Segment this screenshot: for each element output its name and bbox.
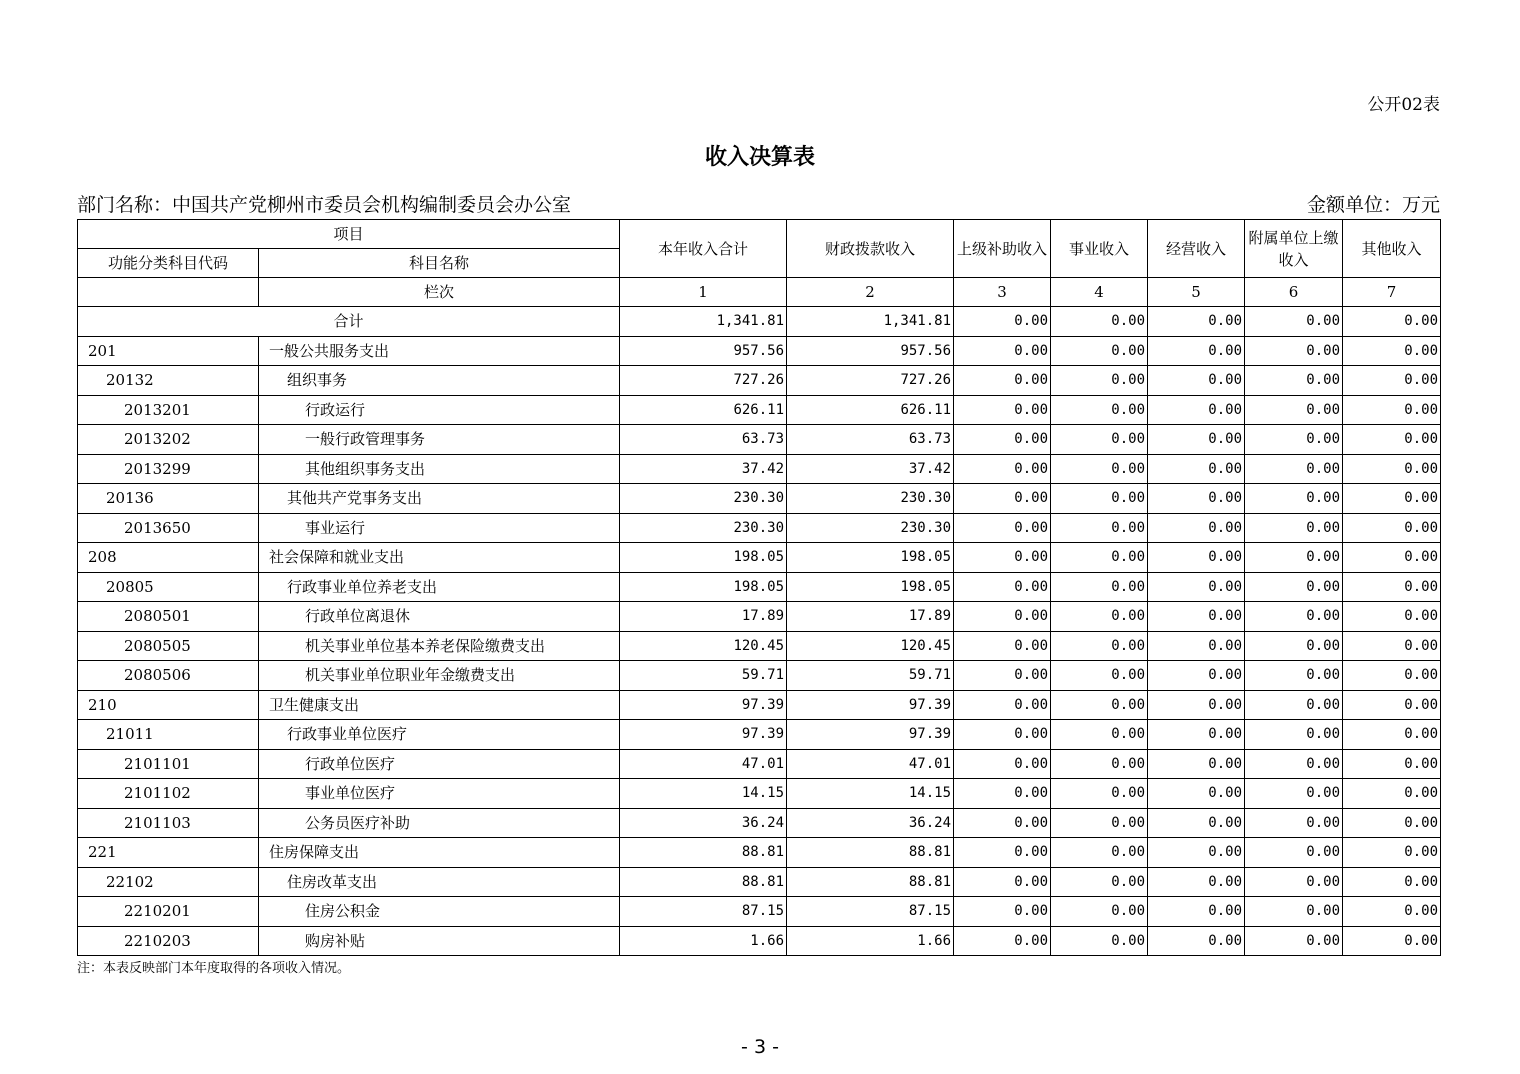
row-name: 住房保障支出 <box>259 838 620 868</box>
row-name: 其他共产党事务支出 <box>259 484 620 514</box>
row-value: 59.71 <box>787 661 954 691</box>
row-value: 198.05 <box>620 572 787 602</box>
row-code: 2101101 <box>78 749 259 779</box>
table-row <box>78 661 1441 691</box>
row-value: 0.00 <box>1148 867 1245 897</box>
row-value: 0.00 <box>954 808 1051 838</box>
table-row <box>78 779 1441 809</box>
row-value: 47.01 <box>620 749 787 779</box>
row-value: 0.00 <box>1343 395 1441 425</box>
row-value: 0.00 <box>954 543 1051 573</box>
row-value: 0.00 <box>1343 631 1441 661</box>
row-value: 0.00 <box>1343 690 1441 720</box>
row-value: 0.00 <box>1051 690 1148 720</box>
table-row <box>78 926 1441 956</box>
row-value: 0.00 <box>1051 720 1148 750</box>
row-code: 2101102 <box>78 779 259 809</box>
row-value: 0.00 <box>1051 838 1148 868</box>
row-value: 0.00 <box>1051 366 1148 396</box>
row-code: 2210203 <box>78 926 259 956</box>
row-value: 0.00 <box>1051 336 1148 366</box>
row-value: 0.00 <box>1343 808 1441 838</box>
row-value: 0.00 <box>1343 366 1441 396</box>
row-value: 0.00 <box>954 602 1051 632</box>
row-value: 957.56 <box>620 336 787 366</box>
row-name: 社会保障和就业支出 <box>259 543 620 573</box>
total-value: 1,341.81 <box>787 307 954 337</box>
row-value: 97.39 <box>787 690 954 720</box>
table-row <box>78 867 1441 897</box>
row-value: 0.00 <box>1051 661 1148 691</box>
row-value: 36.24 <box>620 808 787 838</box>
header-seq-blank <box>78 278 259 307</box>
row-code: 2013299 <box>78 454 259 484</box>
row-value: 626.11 <box>787 395 954 425</box>
row-value: 88.81 <box>620 867 787 897</box>
row-code: 2080505 <box>78 631 259 661</box>
row-value: 59.71 <box>620 661 787 691</box>
row-value: 0.00 <box>1051 543 1148 573</box>
row-value: 0.00 <box>1148 690 1245 720</box>
row-value: 230.30 <box>620 513 787 543</box>
row-value: 0.00 <box>1148 779 1245 809</box>
row-value: 0.00 <box>954 720 1051 750</box>
row-value: 0.00 <box>1245 336 1343 366</box>
row-value: 0.00 <box>1148 749 1245 779</box>
row-value: 1.66 <box>787 926 954 956</box>
row-value: 0.00 <box>1148 336 1245 366</box>
row-value: 0.00 <box>1245 454 1343 484</box>
row-code: 210 <box>78 690 259 720</box>
row-value: 1.66 <box>620 926 787 956</box>
row-name: 行政事业单位医疗 <box>259 720 620 750</box>
row-value: 0.00 <box>1051 454 1148 484</box>
row-value: 88.81 <box>787 838 954 868</box>
row-value: 63.73 <box>620 425 787 455</box>
table-row <box>78 425 1441 455</box>
row-value: 0.00 <box>1148 602 1245 632</box>
row-value: 0.00 <box>1343 661 1441 691</box>
total-value: 0.00 <box>1343 307 1441 337</box>
row-value: 0.00 <box>1148 631 1245 661</box>
row-value: 0.00 <box>1051 926 1148 956</box>
header-seq: 栏次 <box>259 278 620 307</box>
table-row <box>78 838 1441 868</box>
row-value: 0.00 <box>1343 867 1441 897</box>
row-value: 17.89 <box>620 602 787 632</box>
row-value: 0.00 <box>1148 425 1245 455</box>
row-name: 住房改革支出 <box>259 867 620 897</box>
row-value: 0.00 <box>1245 779 1343 809</box>
department-name: 部门名称：中国共产党柳州市委员会机构编制委员会办公室 <box>77 194 572 216</box>
total-row <box>78 307 1441 337</box>
row-value: 0.00 <box>1148 897 1245 927</box>
row-value: 0.00 <box>1148 484 1245 514</box>
row-value: 0.00 <box>1245 838 1343 868</box>
row-value: 0.00 <box>1245 602 1343 632</box>
row-value: 0.00 <box>1245 897 1343 927</box>
table-row <box>78 602 1441 632</box>
row-value: 0.00 <box>1245 395 1343 425</box>
row-value: 0.00 <box>1051 395 1148 425</box>
total-value: 0.00 <box>1245 307 1343 337</box>
row-code: 2013201 <box>78 395 259 425</box>
table-row <box>78 366 1441 396</box>
header-col-affiliated: 附属单位上缴收入 <box>1245 220 1343 278</box>
row-value: 0.00 <box>1051 867 1148 897</box>
row-value: 0.00 <box>1051 572 1148 602</box>
table-row <box>78 395 1441 425</box>
table-row <box>78 690 1441 720</box>
row-value: 0.00 <box>954 631 1051 661</box>
row-value: 14.15 <box>787 779 954 809</box>
row-value: 17.89 <box>787 602 954 632</box>
row-value: 0.00 <box>954 661 1051 691</box>
row-name: 组织事务 <box>259 366 620 396</box>
row-value: 0.00 <box>1148 395 1245 425</box>
row-value: 0.00 <box>1148 838 1245 868</box>
row-value: 198.05 <box>620 543 787 573</box>
table-row <box>78 572 1441 602</box>
row-value: 0.00 <box>1051 602 1148 632</box>
row-value: 0.00 <box>1051 897 1148 927</box>
row-value: 0.00 <box>1051 749 1148 779</box>
row-value: 198.05 <box>787 572 954 602</box>
table-row <box>78 454 1441 484</box>
row-value: 727.26 <box>620 366 787 396</box>
row-code: 2013202 <box>78 425 259 455</box>
row-value: 0.00 <box>1245 484 1343 514</box>
row-value: 0.00 <box>1245 425 1343 455</box>
header-col-business: 事业收入 <box>1051 220 1148 278</box>
header-code: 功能分类科目代码 <box>78 249 259 278</box>
row-value: 0.00 <box>1148 661 1245 691</box>
row-value: 37.42 <box>787 454 954 484</box>
total-value: 0.00 <box>954 307 1051 337</box>
table-row <box>78 513 1441 543</box>
row-value: 0.00 <box>1343 779 1441 809</box>
row-value: 0.00 <box>1343 838 1441 868</box>
row-value: 0.00 <box>1245 749 1343 779</box>
row-value: 47.01 <box>787 749 954 779</box>
row-value: 88.81 <box>620 838 787 868</box>
row-value: 0.00 <box>1245 366 1343 396</box>
income-table <box>77 219 1441 956</box>
row-value: 0.00 <box>954 454 1051 484</box>
row-code: 20136 <box>78 484 259 514</box>
row-name: 行政单位医疗 <box>259 749 620 779</box>
row-name: 行政单位离退休 <box>259 602 620 632</box>
row-value: 0.00 <box>1051 513 1148 543</box>
form-number: 公开02表 <box>1367 95 1440 115</box>
row-name: 卫生健康支出 <box>259 690 620 720</box>
row-value: 36.24 <box>787 808 954 838</box>
header-col-operating: 经营收入 <box>1148 220 1245 278</box>
row-value: 0.00 <box>1343 749 1441 779</box>
row-value: 0.00 <box>1343 926 1441 956</box>
row-value: 63.73 <box>787 425 954 455</box>
row-value: 0.00 <box>1148 454 1245 484</box>
row-value: 0.00 <box>954 572 1051 602</box>
row-value: 0.00 <box>1245 572 1343 602</box>
row-name: 行政事业单位养老支出 <box>259 572 620 602</box>
header-col-other: 其他收入 <box>1343 220 1441 278</box>
row-value: 87.15 <box>787 897 954 927</box>
col-num: 1 <box>620 278 787 307</box>
page-number: - 3 - <box>741 1036 779 1058</box>
row-code: 20132 <box>78 366 259 396</box>
row-name: 一般公共服务支出 <box>259 336 620 366</box>
row-value: 0.00 <box>954 779 1051 809</box>
row-value: 0.00 <box>954 690 1051 720</box>
row-value: 0.00 <box>954 749 1051 779</box>
row-value: 0.00 <box>954 484 1051 514</box>
total-value: 0.00 <box>1148 307 1245 337</box>
row-value: 230.30 <box>620 484 787 514</box>
table-note: 注：本表反映部门本年度取得的各项收入情况。 <box>77 961 351 976</box>
row-value: 0.00 <box>1343 484 1441 514</box>
row-code: 2101103 <box>78 808 259 838</box>
row-value: 0.00 <box>954 838 1051 868</box>
row-value: 0.00 <box>1148 366 1245 396</box>
row-code: 2013650 <box>78 513 259 543</box>
table-row <box>78 749 1441 779</box>
row-value: 0.00 <box>954 425 1051 455</box>
row-code: 2080506 <box>78 661 259 691</box>
row-name: 行政运行 <box>259 395 620 425</box>
row-value: 0.00 <box>1148 513 1245 543</box>
row-value: 0.00 <box>1343 720 1441 750</box>
row-value: 0.00 <box>1245 513 1343 543</box>
row-name: 一般行政管理事务 <box>259 425 620 455</box>
row-value: 0.00 <box>1343 336 1441 366</box>
row-value: 0.00 <box>954 513 1051 543</box>
row-value: 0.00 <box>1148 543 1245 573</box>
row-value: 0.00 <box>1343 425 1441 455</box>
header-col-total: 本年收入合计 <box>620 220 787 278</box>
row-value: 0.00 <box>1245 926 1343 956</box>
row-value: 120.45 <box>787 631 954 661</box>
row-code: 2210201 <box>78 897 259 927</box>
row-name: 公务员医疗补助 <box>259 808 620 838</box>
row-value: 0.00 <box>1343 513 1441 543</box>
row-value: 0.00 <box>1148 720 1245 750</box>
header-col-superior: 上级补助收入 <box>954 220 1051 278</box>
header-col-fiscal: 财政拨款收入 <box>787 220 954 278</box>
row-name: 事业单位医疗 <box>259 779 620 809</box>
row-value: 0.00 <box>1051 808 1148 838</box>
table-row <box>78 720 1441 750</box>
row-value: 0.00 <box>1051 631 1148 661</box>
row-value: 120.45 <box>620 631 787 661</box>
total-value: 0.00 <box>1051 307 1148 337</box>
row-value: 37.42 <box>620 454 787 484</box>
row-code: 201 <box>78 336 259 366</box>
row-value: 727.26 <box>787 366 954 396</box>
row-value: 0.00 <box>1245 867 1343 897</box>
row-value: 0.00 <box>1245 543 1343 573</box>
row-value: 0.00 <box>1051 425 1148 455</box>
header-item: 项目 <box>78 220 620 249</box>
row-name: 事业运行 <box>259 513 620 543</box>
row-value: 230.30 <box>787 484 954 514</box>
row-value: 97.39 <box>620 720 787 750</box>
row-value: 198.05 <box>787 543 954 573</box>
total-label: 合计 <box>78 307 620 337</box>
row-value: 0.00 <box>1343 897 1441 927</box>
row-value: 0.00 <box>1343 543 1441 573</box>
row-value: 0.00 <box>954 366 1051 396</box>
row-value: 0.00 <box>1148 808 1245 838</box>
row-value: 14.15 <box>620 779 787 809</box>
table-row <box>78 631 1441 661</box>
row-value: 0.00 <box>1245 661 1343 691</box>
row-code: 208 <box>78 543 259 573</box>
row-value: 0.00 <box>1343 572 1441 602</box>
table-row <box>78 897 1441 927</box>
table-row <box>78 808 1441 838</box>
row-code: 21011 <box>78 720 259 750</box>
row-value: 0.00 <box>1245 690 1343 720</box>
row-value: 0.00 <box>954 395 1051 425</box>
table-row <box>78 484 1441 514</box>
row-value: 0.00 <box>1148 926 1245 956</box>
col-num: 6 <box>1245 278 1343 307</box>
row-value: 0.00 <box>954 867 1051 897</box>
row-value: 0.00 <box>1148 572 1245 602</box>
col-num: 3 <box>954 278 1051 307</box>
row-code: 221 <box>78 838 259 868</box>
row-name: 住房公积金 <box>259 897 620 927</box>
page-title: 收入决算表 <box>704 145 815 170</box>
row-code: 22102 <box>78 867 259 897</box>
col-num: 4 <box>1051 278 1148 307</box>
row-name: 机关事业单位基本养老保险缴费支出 <box>259 631 620 661</box>
total-value: 1,341.81 <box>620 307 787 337</box>
row-value: 87.15 <box>620 897 787 927</box>
row-value: 0.00 <box>954 897 1051 927</box>
row-value: 97.39 <box>787 720 954 750</box>
row-value: 0.00 <box>1245 631 1343 661</box>
row-value: 0.00 <box>1051 484 1148 514</box>
row-value: 0.00 <box>954 926 1051 956</box>
row-code: 20805 <box>78 572 259 602</box>
col-num: 5 <box>1148 278 1245 307</box>
row-value: 957.56 <box>787 336 954 366</box>
row-code: 2080501 <box>78 602 259 632</box>
row-value: 97.39 <box>620 690 787 720</box>
table-row <box>78 543 1441 573</box>
header-row-1 <box>78 220 1441 249</box>
row-name: 其他组织事务支出 <box>259 454 620 484</box>
col-num: 7 <box>1343 278 1441 307</box>
row-value: 0.00 <box>1343 454 1441 484</box>
row-value: 0.00 <box>1343 602 1441 632</box>
row-value: 0.00 <box>1245 720 1343 750</box>
table-row <box>78 336 1441 366</box>
col-num: 2 <box>787 278 954 307</box>
row-value: 0.00 <box>1245 808 1343 838</box>
header-row-seq <box>78 278 1441 307</box>
header-name: 科目名称 <box>259 249 620 278</box>
row-value: 230.30 <box>787 513 954 543</box>
row-value: 0.00 <box>954 336 1051 366</box>
row-name: 购房补贴 <box>259 926 620 956</box>
amount-unit: 金额单位：万元 <box>1306 194 1440 216</box>
row-name: 机关事业单位职业年金缴费支出 <box>259 661 620 691</box>
row-value: 88.81 <box>787 867 954 897</box>
row-value: 0.00 <box>1051 779 1148 809</box>
row-value: 626.11 <box>620 395 787 425</box>
